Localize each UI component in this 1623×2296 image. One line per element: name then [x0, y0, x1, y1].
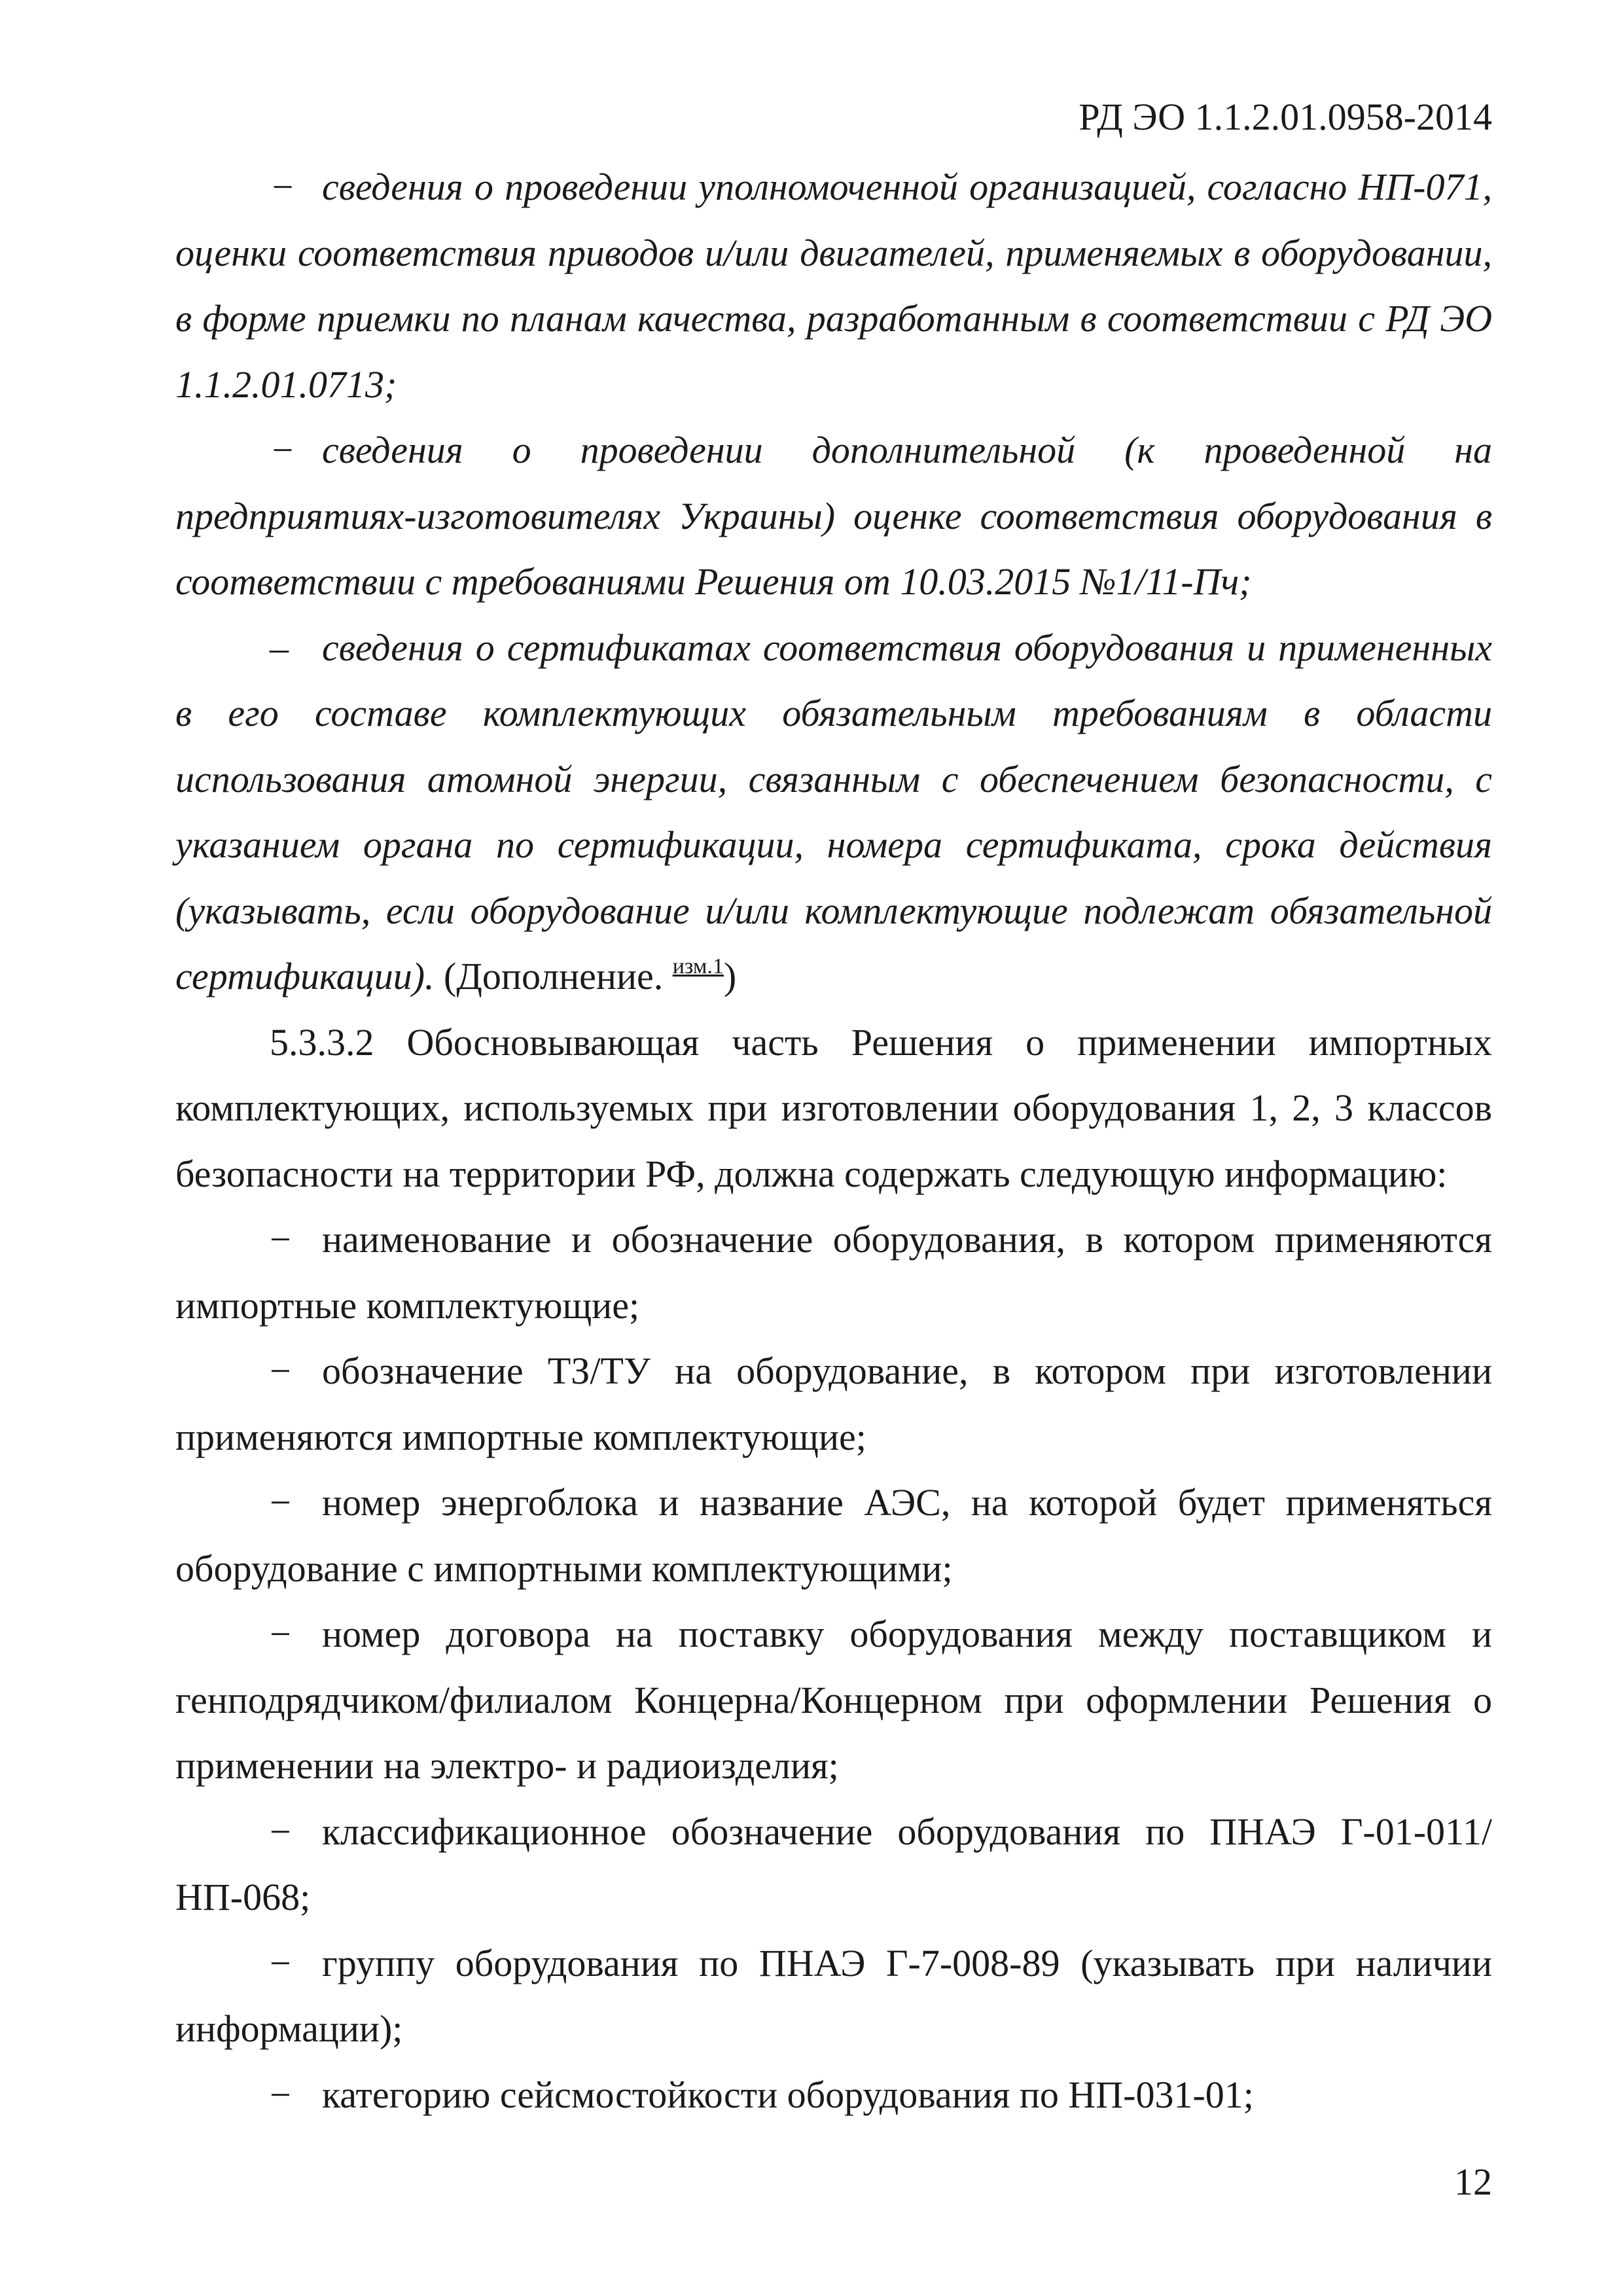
- list-item: [175, 1931, 1492, 2062]
- list-item: [175, 1470, 1492, 1602]
- dash-marker: −: [270, 1481, 291, 1524]
- dash-marker: −: [270, 1613, 291, 1655]
- list-item: [175, 418, 1492, 615]
- dash-marker: –: [270, 626, 289, 669]
- list-item-text: номер договора на поставку оборудования между поставщиком и генподрядчиком/филиалом Концерна/Концерном при оформлении Решения о применении на электро- и радиоизделия;: [175, 1613, 1492, 1787]
- amendment-note: (Дополнение.: [444, 955, 664, 997]
- list-item-text: номер энергоблока и название АЭС, на которой будет применяться оборудование с импортными комплектующими;: [175, 1481, 1492, 1590]
- amendment-note-close: ): [723, 955, 737, 997]
- list-item: [175, 154, 1492, 418]
- list-item-text: обозначение ТЗ/ТУ на оборудование, в котором при изготовлении применяются импортные комплектующие;: [175, 1350, 1492, 1458]
- list-item-text: классификационное обозначение оборудования по ПНАЭ Г-01-011/НП-068;: [175, 1810, 1492, 1918]
- dash-marker: −: [270, 166, 296, 208]
- list-item-text: наименование и обозначение оборудования, в котором применяются импортные комплектующие;: [175, 1218, 1492, 1327]
- section-paragraph: 5.3.3.2 Обосновывающая часть Решения о применении импортных комплектующих, используемых при изготовлении оборудования 1, 2, 3 классов безопасности на территории РФ, должна содержать следующую информацию:: [175, 1020, 1492, 1195]
- list-item-text: сведения о сертификатах соответствия оборудования и примененных в его составе комплектующих обязательным требованиям в области использования атомной энергии, связанным с обеспечением безопасности, с указанием органа по сертификации, номера сертификата, срока действия (указывать, если оборудование и/или комплектующие подлежат обязательной сертификации).: [175, 626, 1492, 997]
- dash-marker: −: [270, 1350, 291, 1392]
- dash-marker: −: [270, 1810, 291, 1853]
- dash-marker: −: [270, 1941, 291, 1984]
- list-item: [175, 1207, 1492, 1338]
- dash-marker: −: [270, 2073, 291, 2116]
- list-item: [175, 1602, 1492, 1799]
- list-item: [175, 1799, 1492, 1931]
- list-item-text: категорию сейсмостойкости оборудования по НП-031-01;: [322, 2073, 1254, 2116]
- document-code: РД ЭО 1.1.2.01.0958-2014: [1079, 96, 1492, 138]
- list-item: [175, 2062, 1492, 2128]
- list-item-text: сведения о проведении дополнительной (к проведенной на предприятиях-изготовителях Украины) оценке соответствия оборудования в соответствии с требованиями Решения от 10.03.2015 №1/11-Пч;: [175, 429, 1492, 603]
- page-body: [175, 154, 1492, 2128]
- page-number: 12: [1454, 2161, 1492, 2203]
- list-item: [175, 1338, 1492, 1470]
- amendment-link[interactable]: изм.1: [672, 954, 724, 978]
- dash-marker: −: [270, 429, 296, 471]
- list-item-text: сведения о проведении уполномоченной организацией, согласно НП-071, оценки соответствия приводов и/или двигателей, применяемых в оборудовании, в форме приемки по планам качества, разработанным в соответствии с РД ЭО 1.1.2.01.0713;: [175, 166, 1492, 406]
- list-item-text: группу оборудования по ПНАЭ Г-7-008-89 (указывать при наличии информации);: [175, 1941, 1492, 2050]
- list-item: [175, 615, 1492, 1010]
- dash-marker: −: [270, 1218, 291, 1261]
